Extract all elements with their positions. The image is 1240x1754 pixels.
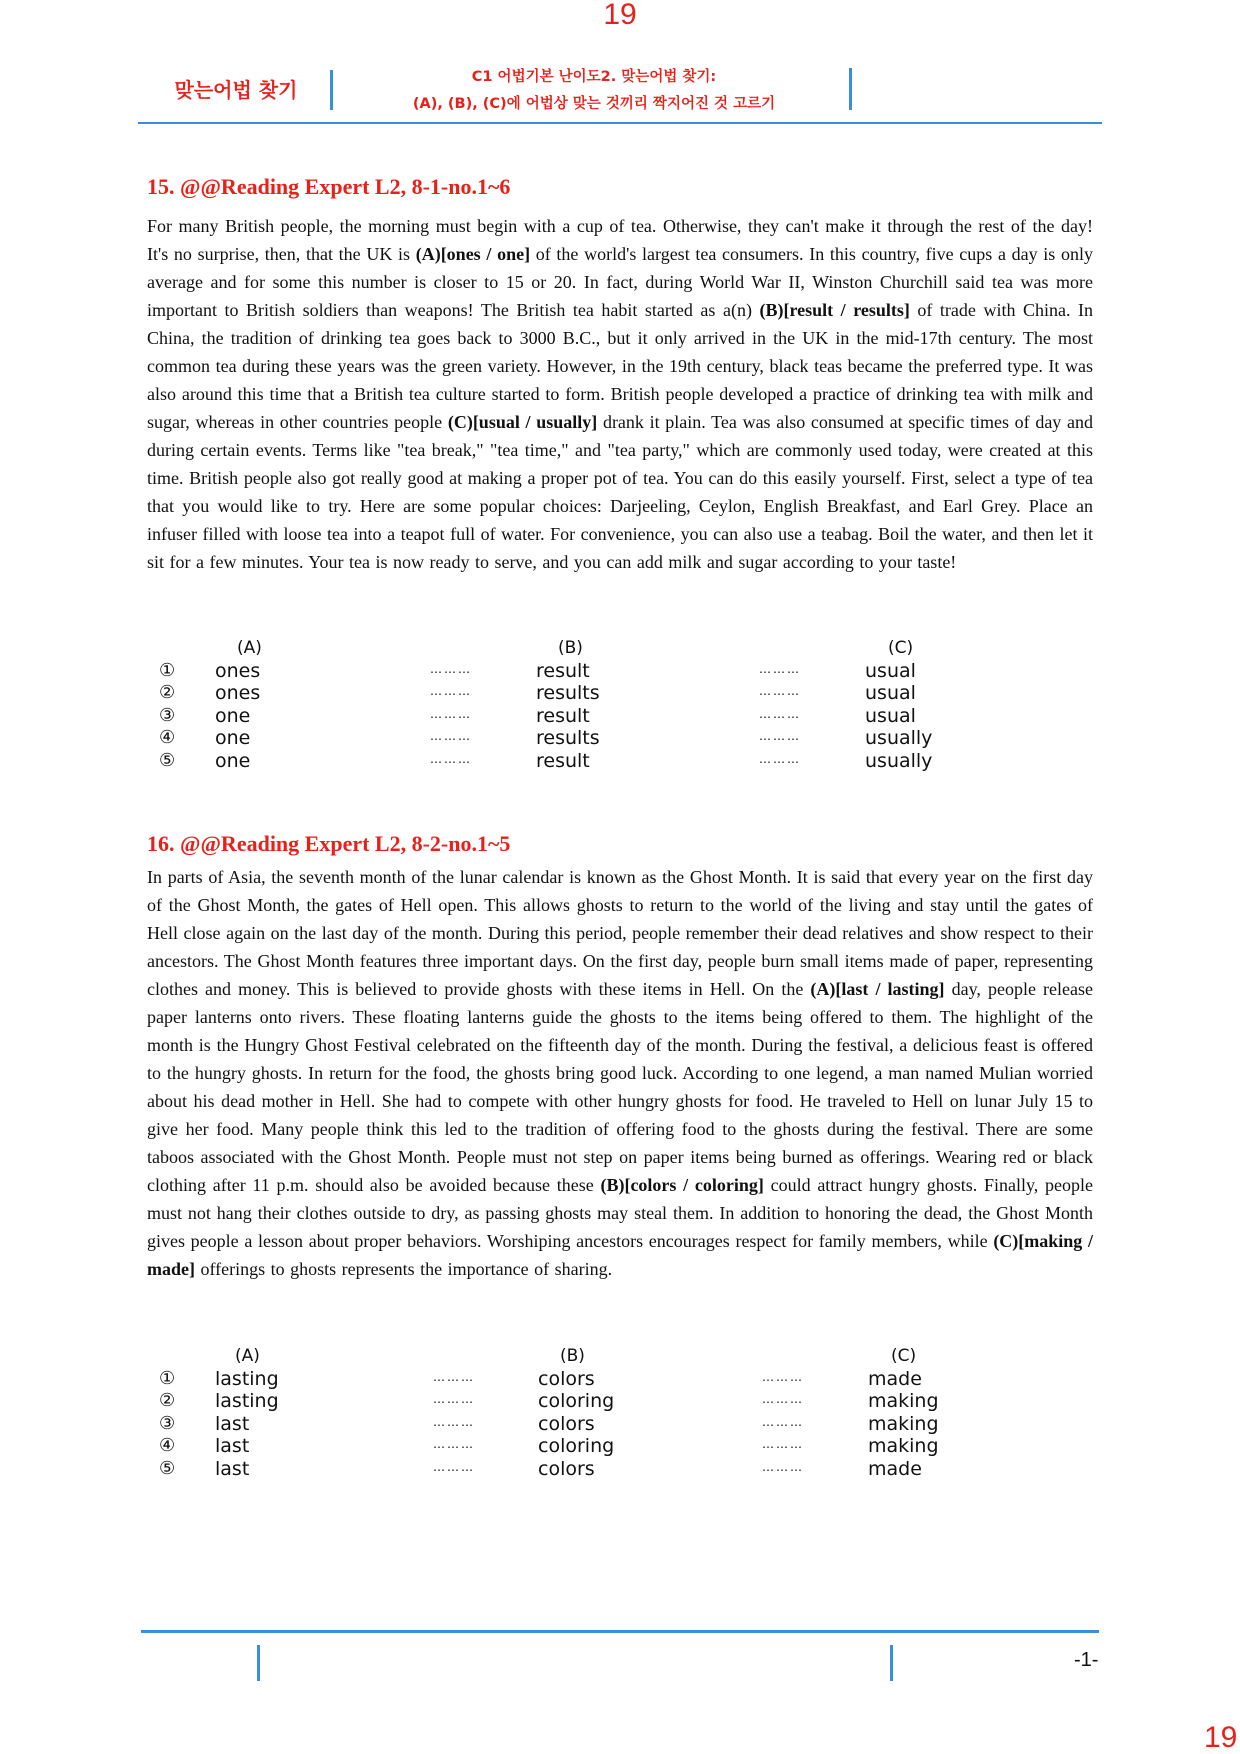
choice-c: usual: [865, 704, 916, 727]
choice-option[interactable]: [147, 1368, 1047, 1391]
choice-number: ②: [159, 682, 176, 703]
choice-number: ③: [159, 704, 176, 726]
choice-number: ④: [159, 727, 176, 748]
dots-separator: ………: [430, 684, 472, 698]
blank-b: (B)[colors / coloring]: [600, 1175, 764, 1195]
dots-separator: ………: [430, 751, 472, 766]
passage-text: drank it plain. Tea was also consumed at specific times of day and during certain events. Terms like "tea break," "tea time," and "tea party," which are commonly used today, were created at this time. British people also got really good at making a proper pot of tea. You can do this easily yourself. First, select a type of tea that you would like to try. Here are some popular choices: Darjeeling, Ceylon, English Breakfast, and Earl Grey. Place an infuser filled with loose tea into a teapot full of water. For convenience, you can also use a teabag. Boil the water, and then let it sit for a few minutes. Your tea is now ready to serve, and you can add milk and sugar according to your taste!: [147, 412, 1093, 572]
footer-rule: [141, 1630, 1099, 1633]
choice-header: [147, 637, 1047, 660]
choice-option[interactable]: [147, 1413, 1047, 1436]
choice-number: ④: [159, 1435, 176, 1456]
choice-b: result: [536, 749, 590, 772]
choice-a: last: [215, 1412, 250, 1435]
col-header-b: (B): [558, 638, 583, 658]
choice-header: [147, 1345, 1047, 1368]
choice-b: coloring: [538, 1390, 615, 1412]
header-divider-left: [330, 70, 333, 110]
passage-text: In parts of Asia, the seventh month of the lunar calendar is known as the Ghost Month. It is said that every year on the first day of the Ghost Month, the gates of Hell open. This allows ghosts to return to the world of the living and stay until the gates of Hell close again on the last day of the month. During this period, people remember their dead relatives and show respect to their ancestors. The Ghost Month features three important days. On the first day, people burn small items made of paper, representing clothes and money. This is believed to provide ghosts with these items in Hell. On the: [147, 867, 1093, 999]
choice-b: result: [536, 659, 590, 682]
choice-c: usual: [865, 682, 916, 704]
blank-b: (B)[result / results]: [759, 300, 910, 320]
dots-separator: ………: [759, 706, 801, 721]
choice-b: results: [536, 682, 600, 704]
choice-b: colors: [538, 1412, 595, 1435]
choice-option[interactable]: [147, 705, 1047, 728]
choice-a: one: [215, 727, 251, 749]
dots-separator: ………: [762, 1459, 804, 1474]
dots-separator: ………: [759, 661, 801, 676]
choice-a: lasting: [215, 1390, 279, 1412]
header-subtitle-line1: C1 어법기본 난이도2. 맞는어법 찾기:: [471, 69, 717, 85]
choice-a: ones: [215, 659, 261, 682]
passage-text: could attract hungry ghosts. Finally, people must not hang their clothes outside to dry, as passing ghosts may steal them. In addition to honoring the dead, the Ghost Month gives people a lesson about proper behaviors. Worshiping ancestors encourages respect for family members, while: [147, 1175, 1093, 1251]
choice-c: making: [868, 1390, 939, 1412]
passage-text: of the world's largest tea consumers. In this country, five cups a day is only average and for some this number is closer to 15 or 20. In fact, during World War II, Winston Churchill said tea was more important to British soldiers than weapons! The British tea habit started as a(n): [147, 244, 1093, 320]
choice-number: ⑤: [159, 749, 176, 771]
dots-separator: ………: [759, 751, 801, 766]
choice-b: coloring: [538, 1435, 615, 1457]
dots-separator: ………: [762, 1369, 804, 1384]
header-subtitle-line2: (A), (B), (C)에 어법상 맞는 것끼리 짝지어진 것 고르기: [412, 96, 776, 112]
col-header-c: (C): [888, 638, 914, 658]
dots-separator: ………: [762, 1392, 804, 1406]
blank-c: (C)[making / made]: [147, 1231, 1093, 1279]
question-15-title: 15. @@Reading Expert L2, 8-1-no.1~6: [147, 174, 511, 199]
choice-number: ②: [159, 1390, 176, 1411]
header-subtitle: [334, 64, 854, 118]
header-title: 맞는어법 찾기: [174, 78, 298, 102]
choice-option[interactable]: [147, 660, 1047, 683]
choice-c: usual: [865, 659, 916, 682]
choice-c: made: [868, 1367, 922, 1390]
col-header-a: (A): [237, 638, 262, 658]
question-16-passage: [147, 863, 1093, 1283]
choice-option[interactable]: [147, 1435, 1047, 1458]
header-divider-right: [849, 68, 852, 110]
dots-separator: ………: [759, 684, 801, 698]
choice-c: making: [868, 1412, 939, 1435]
choice-a: lasting: [215, 1367, 279, 1390]
footer-divider-right: [890, 1645, 893, 1681]
col-header-b: (B): [560, 1346, 585, 1366]
choice-option[interactable]: [147, 1390, 1047, 1413]
footer-divider-left: [257, 1645, 260, 1681]
col-header-a: (A): [235, 1346, 260, 1366]
choice-option[interactable]: [147, 750, 1047, 773]
choice-number: ①: [159, 1367, 176, 1389]
blank-c: (C)[usual / usually]: [447, 412, 598, 432]
choice-a: one: [215, 749, 251, 772]
choice-a: last: [215, 1435, 250, 1457]
dots-separator: ………: [759, 729, 801, 743]
dots-separator: ………: [433, 1392, 475, 1406]
page-number-top: 19: [603, 0, 637, 31]
dots-separator: ………: [433, 1369, 475, 1384]
choice-option[interactable]: [147, 1458, 1047, 1481]
dots-separator: ………: [430, 661, 472, 676]
footer-page-label: -1-: [1074, 1649, 1099, 1671]
choice-b: result: [536, 704, 590, 727]
dots-separator: ………: [430, 729, 472, 743]
page-number-bottom: 19: [1204, 1721, 1238, 1754]
question-15-passage: [147, 212, 1093, 576]
col-header-c: (C): [891, 1346, 917, 1366]
choice-option[interactable]: [147, 727, 1047, 750]
choice-c: made: [868, 1457, 922, 1480]
dots-separator: ………: [433, 1437, 475, 1451]
blank-a: (A)[ones / one]: [415, 244, 531, 264]
choice-c: making: [868, 1435, 939, 1457]
choice-b: colors: [538, 1457, 595, 1480]
blank-a: (A)[last / lasting]: [810, 979, 945, 999]
choice-c: usually: [865, 727, 933, 749]
choice-number: ⑤: [159, 1457, 176, 1479]
header-rule: [138, 122, 1102, 124]
choice-number: ③: [159, 1412, 176, 1434]
question-15-choices: [147, 637, 1047, 772]
choice-option[interactable]: [147, 682, 1047, 705]
choice-b: colors: [538, 1367, 595, 1390]
page-header: [138, 62, 1102, 124]
choice-a: last: [215, 1457, 250, 1480]
passage-text: of trade with China. In China, the tradition of drinking tea goes back to 3000 B.C., but it only arrived in the UK in the mid-17th century. The most common tea during these years was the green variety. However, in the 19th century, black teas became the preferred type. It was also around this time that a British tea culture started to form. British people developed a practice of drinking tea with milk and sugar, whereas in other countries people: [147, 300, 1093, 432]
dots-separator: ………: [433, 1459, 475, 1474]
choice-b: results: [536, 727, 600, 749]
choice-number: ①: [159, 659, 176, 681]
choice-a: ones: [215, 682, 261, 704]
choice-a: one: [215, 704, 251, 727]
passage-text: For many British people, the morning must begin with a cup of tea. Otherwise, they can't make it through the rest of the day! It's no surprise, then, that the UK is: [147, 216, 1093, 264]
dots-separator: ………: [762, 1414, 804, 1429]
passage-text: day, people release paper lanterns onto rivers. These floating lanterns guide the ghosts to the items being offered to them. The highlight of the month is the Hungry Ghost Festival celebrated on the fifteenth day of the month. During the festival, a delicious feast is offered to the hungry ghosts. In return for the food, the ghosts bring good luck. According to one legend, a man named Mulian worried about his dead mother in Hell. She had to compete with other hungry ghosts for food. He traveled to Hell on lunar July 15 to give her food. Many people think this led to the tradition of offering food to the ghosts during the festival. There are some taboos associated with the Ghost Month. People must not step on paper items being burned as offerings. Wearing red or black clothing after 11 p.m. should also be avoided because these: [147, 979, 1093, 1195]
dots-separator: ………: [430, 706, 472, 721]
dots-separator: ………: [762, 1437, 804, 1451]
passage-text: offerings to ghosts represents the importance of sharing.: [195, 1259, 613, 1279]
question-16-title: 16. @@Reading Expert L2, 8-2-no.1~5: [147, 831, 511, 856]
question-16-choices: [147, 1345, 1047, 1480]
choice-c: usually: [865, 749, 933, 772]
dots-separator: ………: [433, 1414, 475, 1429]
